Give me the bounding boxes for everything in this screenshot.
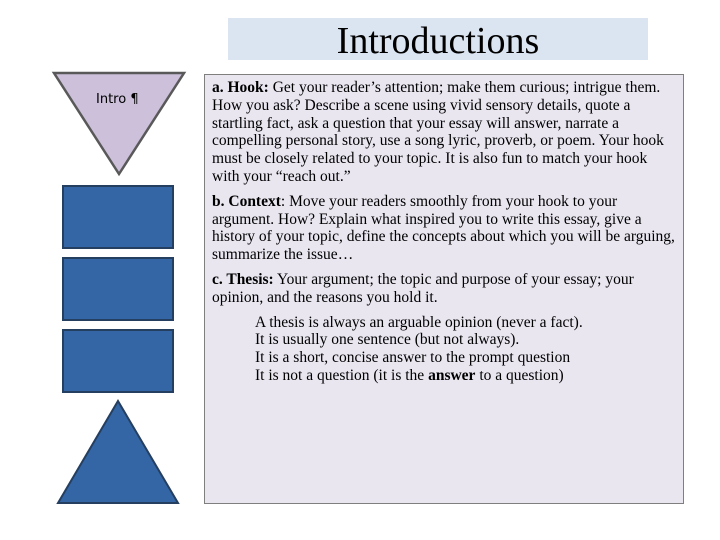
title-banner — [228, 18, 648, 60]
hook-label: a. Hook: — [212, 79, 269, 96]
list-item-text-before: It is not a question (it is the — [255, 366, 429, 384]
conclusion-triangle-shape — [58, 401, 178, 503]
list-item: It is usually one sentence (but not always). — [255, 331, 520, 349]
thesis-paragraph — [212, 271, 677, 307]
thesis-text: Your argument; the topic and purpose of your essay; your opinion, and the reasons you hold it. — [212, 270, 634, 306]
content-panel — [204, 74, 684, 504]
body-paragraph-box-3 — [62, 329, 174, 393]
answer-emphasis: answer — [428, 366, 476, 384]
intro-triangle-shape — [54, 73, 184, 174]
list-item: A thesis is always an arguable opinion (never a fact). — [255, 313, 583, 331]
thesis-label: c. Thesis: — [212, 270, 274, 288]
intro-paragraph-label: Intro ¶ — [96, 92, 139, 107]
context-label: b. Context — [212, 192, 281, 210]
list-item: It is a short, concise answer to the prompt question — [255, 349, 571, 367]
body-paragraph-box-2 — [62, 257, 174, 321]
context-paragraph — [212, 193, 677, 264]
hook-text: Get your reader’s attention; make them curious; intrigue them. How you ask? Describe a scene using vivid sensory details, quote a startling fact, ask a question that your essay will answer, narrate a compelling personal story, use a song lyric, proverb, or poem. Your hook must be closely related to your topic. It is also fun to match your hook with your “reach out.” — [212, 79, 664, 185]
intro-triangle-icon — [50, 70, 190, 180]
page-title: Introductions — [336, 20, 540, 62]
body-paragraph-box-1 — [62, 185, 174, 249]
conclusion-triangle-icon — [55, 395, 185, 510]
context-text: : Move your readers smoothly from your hook to your argument. How? Explain what inspired you to write this essay, give a history of your topic, define the concepts about which you will be arguing, summarize the issue… — [212, 192, 675, 264]
list-item — [255, 367, 677, 385]
list-item-text-after: to a question) — [475, 366, 564, 384]
thesis-points-list — [255, 314, 677, 385]
hook-paragraph — [212, 79, 677, 186]
